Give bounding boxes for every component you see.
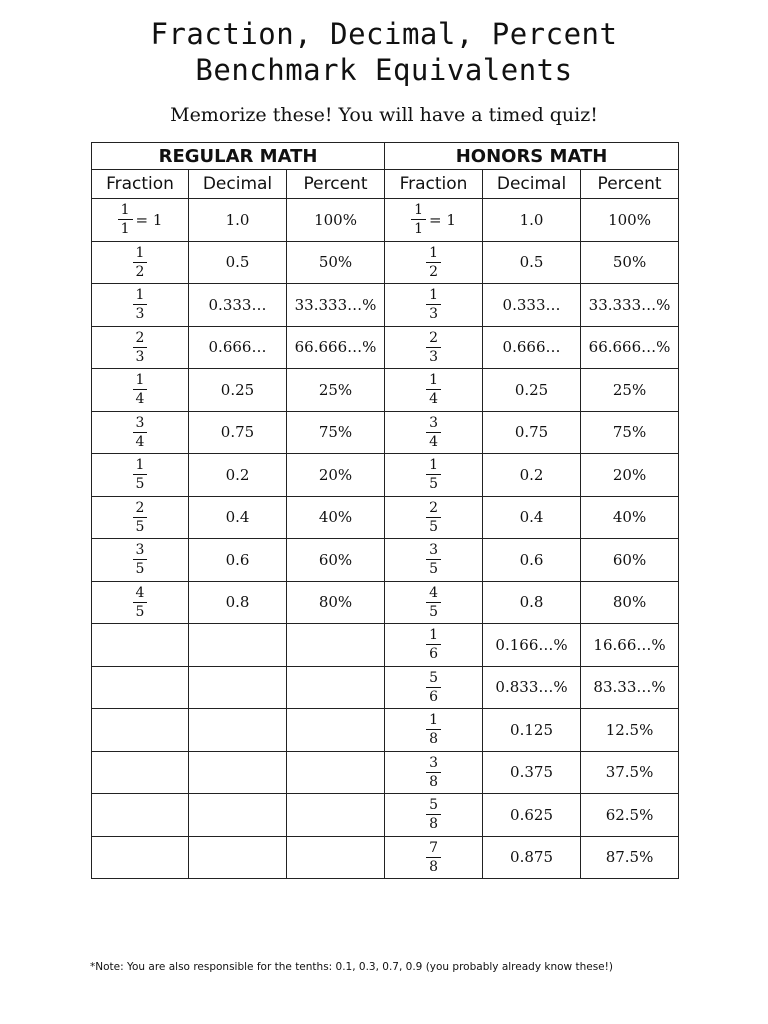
fraction-bar: [426, 814, 441, 815]
fraction: [426, 415, 441, 450]
decimal-cell: 0.5: [189, 241, 287, 284]
fraction: [133, 287, 148, 322]
column-header: Percent: [581, 170, 679, 199]
fraction-bar: [426, 304, 441, 305]
denominator: 6: [429, 688, 438, 705]
denominator: 1: [120, 221, 130, 238]
page-title: [0, 16, 768, 88]
decimal-cell: 0.166…%: [483, 624, 581, 667]
fraction-cell: [92, 199, 189, 242]
percent-cell: [287, 794, 385, 837]
denominator: 4: [429, 433, 438, 450]
denominator: 4: [135, 391, 145, 408]
decimal-cell: [189, 836, 287, 879]
percent-cell: [287, 624, 385, 667]
fraction-bar: [133, 559, 148, 560]
percent-cell: 25%: [581, 369, 679, 412]
fraction: [426, 797, 441, 832]
fraction: [426, 840, 441, 875]
fraction-bar: [133, 517, 148, 518]
numerator: 1: [135, 244, 145, 261]
benchmark-table: [91, 142, 679, 879]
decimal-cell: 0.333…: [189, 284, 287, 327]
decimal-cell: 0.8: [189, 581, 287, 624]
denominator: 5: [135, 476, 145, 493]
decimal-cell: 0.833…%: [483, 666, 581, 709]
fraction: [426, 585, 441, 620]
fraction-cell: [92, 369, 189, 412]
numerator: 1: [429, 457, 438, 474]
fraction-bar: [426, 602, 441, 603]
numerator: 3: [429, 542, 438, 559]
percent-cell: 80%: [287, 581, 385, 624]
numerator: 2: [429, 329, 438, 346]
denominator: 5: [135, 603, 145, 620]
fraction: [133, 500, 148, 535]
percent-cell: 87.5%: [581, 836, 679, 879]
fraction-cell: [385, 794, 483, 837]
fraction-cell: [92, 794, 189, 837]
decimal-cell: 1.0: [483, 199, 581, 242]
fraction: [426, 755, 441, 790]
fraction-bar: [133, 304, 148, 305]
fraction-cell: [385, 666, 483, 709]
table-row: [92, 241, 679, 284]
fraction-cell: [92, 539, 189, 582]
numerator: 5: [429, 669, 438, 686]
decimal-cell: 0.75: [483, 411, 581, 454]
table-row: [92, 496, 679, 539]
fraction-bar: [133, 432, 148, 433]
fraction-cell: [92, 326, 189, 369]
table-row: [92, 836, 679, 879]
percent-cell: 37.5%: [581, 751, 679, 794]
denominator: 4: [429, 391, 438, 408]
table-row: [92, 624, 679, 667]
fraction-cell: [385, 241, 483, 284]
fraction-cell: [385, 454, 483, 497]
fraction-cell: [92, 411, 189, 454]
numerator: 1: [429, 287, 438, 304]
denominator: 3: [429, 306, 438, 323]
column-header: Decimal: [483, 170, 581, 199]
table-row: [92, 284, 679, 327]
denominator: 2: [135, 263, 145, 280]
fraction-cell: [385, 751, 483, 794]
fraction: [426, 330, 441, 365]
percent-cell: 100%: [287, 199, 385, 242]
fraction: [118, 202, 133, 237]
numerator: 1: [429, 244, 438, 261]
fraction-bar: [426, 644, 441, 645]
fraction-cell: [385, 581, 483, 624]
fraction-cell: [92, 284, 189, 327]
denominator: 8: [429, 773, 438, 790]
table-body: [92, 199, 679, 879]
fraction: [133, 372, 148, 407]
numerator: 1: [135, 287, 145, 304]
fraction: [133, 330, 148, 365]
numerator: 1: [429, 627, 438, 644]
decimal-cell: 0.5: [483, 241, 581, 284]
percent-cell: 25%: [287, 369, 385, 412]
fraction-cell: [385, 496, 483, 539]
table-row: [92, 794, 679, 837]
table-row: [92, 539, 679, 582]
numerator: 3: [135, 414, 145, 431]
denominator: 2: [429, 263, 438, 280]
percent-cell: 20%: [287, 454, 385, 497]
denominator: 5: [429, 561, 438, 578]
fraction-cell: [92, 751, 189, 794]
decimal-cell: 0.666…: [483, 326, 581, 369]
numerator: 1: [120, 202, 130, 219]
fraction-bar: [426, 559, 441, 560]
fraction: [426, 627, 441, 662]
fraction-cell: [92, 454, 189, 497]
denominator: 3: [135, 348, 145, 365]
percent-cell: 60%: [581, 539, 679, 582]
fraction: [133, 542, 148, 577]
fraction: [133, 245, 148, 280]
fraction-bar: [426, 389, 441, 390]
decimal-cell: 0.666…: [189, 326, 287, 369]
denominator: 3: [135, 306, 145, 323]
percent-cell: 75%: [287, 411, 385, 454]
denominator: 6: [429, 646, 438, 663]
decimal-cell: [189, 709, 287, 752]
percent-cell: 75%: [581, 411, 679, 454]
numerator: 1: [135, 457, 145, 474]
decimal-cell: [189, 666, 287, 709]
fraction: [426, 287, 441, 322]
fraction-bar: [133, 389, 148, 390]
denominator: 5: [429, 603, 438, 620]
fraction-cell: [92, 836, 189, 879]
percent-cell: 83.33…%: [581, 666, 679, 709]
fraction-bar: [426, 474, 441, 475]
percent-cell: 12.5%: [581, 709, 679, 752]
denominator: 3: [429, 348, 438, 365]
percent-cell: 33.333…%: [581, 284, 679, 327]
percent-cell: 33.333…%: [287, 284, 385, 327]
column-header-row: [92, 170, 679, 199]
fraction-bar: [426, 347, 441, 348]
numerator: 1: [429, 372, 438, 389]
numerator: 4: [429, 584, 438, 601]
denominator: 5: [429, 518, 438, 535]
decimal-cell: 0.6: [189, 539, 287, 582]
decimal-cell: 0.875: [483, 836, 581, 879]
regular-math-header: REGULAR MATH: [92, 143, 385, 170]
decimal-cell: 0.333…: [483, 284, 581, 327]
column-header: Decimal: [189, 170, 287, 199]
numerator: 7: [429, 839, 438, 856]
section-header-row: [92, 143, 679, 170]
fraction-bar: [426, 432, 441, 433]
fraction-cell: [385, 369, 483, 412]
decimal-cell: 0.4: [483, 496, 581, 539]
decimal-cell: [189, 751, 287, 794]
fraction: [133, 415, 148, 450]
fraction-bar: [426, 262, 441, 263]
percent-cell: 16.66…%: [581, 624, 679, 667]
fraction-cell: [92, 666, 189, 709]
fraction-cell: [385, 624, 483, 667]
decimal-cell: [189, 624, 287, 667]
fraction-cell: [92, 241, 189, 284]
percent-cell: 60%: [287, 539, 385, 582]
page-subtitle: Memorize these! You will have a timed quiz!: [170, 104, 598, 126]
fraction-cell: [385, 836, 483, 879]
fraction-bar: [426, 687, 441, 688]
numerator: 4: [135, 584, 145, 601]
fraction-bar: [133, 474, 148, 475]
fraction-bar: [411, 219, 426, 220]
percent-cell: [287, 666, 385, 709]
title-line-1: Fraction, Decimal, Percent: [150, 17, 618, 51]
percent-cell: 80%: [581, 581, 679, 624]
table-row: [92, 411, 679, 454]
table-row: [92, 454, 679, 497]
numerator: 5: [429, 797, 438, 814]
fraction: [426, 542, 441, 577]
denominator: 4: [135, 433, 145, 450]
fraction: [426, 500, 441, 535]
percent-cell: [287, 836, 385, 879]
fraction-cell: [92, 624, 189, 667]
decimal-cell: 0.2: [483, 454, 581, 497]
fraction-cell: [385, 539, 483, 582]
fraction-cell: [92, 496, 189, 539]
denominator: 8: [429, 816, 438, 833]
table-row: [92, 581, 679, 624]
fraction: [426, 245, 441, 280]
decimal-cell: 0.6: [483, 539, 581, 582]
numerator: 3: [429, 414, 438, 431]
percent-cell: 62.5%: [581, 794, 679, 837]
fraction: [133, 585, 148, 620]
numerator: 3: [135, 542, 145, 559]
table-row: [92, 666, 679, 709]
fraction: [411, 202, 426, 237]
percent-cell: 100%: [581, 199, 679, 242]
percent-cell: 66.666…%: [581, 326, 679, 369]
table-row: [92, 326, 679, 369]
fraction-bar: [133, 347, 148, 348]
percent-cell: 50%: [581, 241, 679, 284]
decimal-cell: 1.0: [189, 199, 287, 242]
equals-one: = 1: [429, 210, 456, 229]
fraction-bar: [426, 772, 441, 773]
fraction-bar: [133, 602, 148, 603]
numerator: 3: [429, 754, 438, 771]
fraction-cell: [92, 581, 189, 624]
fraction-bar: [118, 219, 133, 220]
fraction-cell: [385, 709, 483, 752]
denominator: 5: [135, 518, 145, 535]
denominator: 5: [429, 476, 438, 493]
title-line-2: Benchmark Equivalents: [195, 53, 573, 87]
decimal-cell: 0.4: [189, 496, 287, 539]
decimal-cell: 0.25: [189, 369, 287, 412]
denominator: 8: [429, 731, 438, 748]
percent-cell: 40%: [581, 496, 679, 539]
numerator: 2: [135, 329, 145, 346]
fraction: [426, 670, 441, 705]
fraction-cell: [385, 411, 483, 454]
decimal-cell: 0.375: [483, 751, 581, 794]
decimal-cell: 0.625: [483, 794, 581, 837]
column-header: Fraction: [92, 170, 189, 199]
percent-cell: [287, 751, 385, 794]
honors-math-header: HONORS MATH: [385, 143, 679, 170]
table-row: [92, 199, 679, 242]
denominator: 5: [135, 561, 145, 578]
table-row: [92, 369, 679, 412]
column-header: Fraction: [385, 170, 483, 199]
numerator: 1: [429, 712, 438, 729]
fraction-bar: [133, 262, 148, 263]
numerator: 2: [135, 499, 145, 516]
fraction: [133, 457, 148, 492]
decimal-cell: 0.2: [189, 454, 287, 497]
fraction: [426, 712, 441, 747]
fraction-bar: [426, 517, 441, 518]
decimal-cell: 0.25: [483, 369, 581, 412]
decimal-cell: [189, 794, 287, 837]
denominator: 8: [429, 858, 438, 875]
percent-cell: 40%: [287, 496, 385, 539]
table-row: [92, 709, 679, 752]
table-row: [92, 751, 679, 794]
fraction-cell: [385, 284, 483, 327]
fraction: [426, 457, 441, 492]
numerator: 1: [135, 372, 145, 389]
decimal-cell: 0.75: [189, 411, 287, 454]
fraction-cell: [385, 199, 483, 242]
percent-cell: 20%: [581, 454, 679, 497]
denominator: 1: [414, 221, 424, 238]
decimal-cell: 0.8: [483, 581, 581, 624]
column-header: Percent: [287, 170, 385, 199]
footnote: *Note: You are also responsible for the tenths: 0.1, 0.3, 0.7, 0.9 (you probably already know these!): [90, 961, 613, 973]
percent-cell: 50%: [287, 241, 385, 284]
percent-cell: [287, 709, 385, 752]
numerator: 2: [429, 499, 438, 516]
fraction-bar: [426, 857, 441, 858]
fraction-bar: [426, 729, 441, 730]
numerator: 1: [414, 202, 424, 219]
fraction: [426, 372, 441, 407]
equals-one: = 1: [135, 210, 163, 229]
percent-cell: 66.666…%: [287, 326, 385, 369]
decimal-cell: 0.125: [483, 709, 581, 752]
fraction-cell: [385, 326, 483, 369]
fraction-cell: [92, 709, 189, 752]
